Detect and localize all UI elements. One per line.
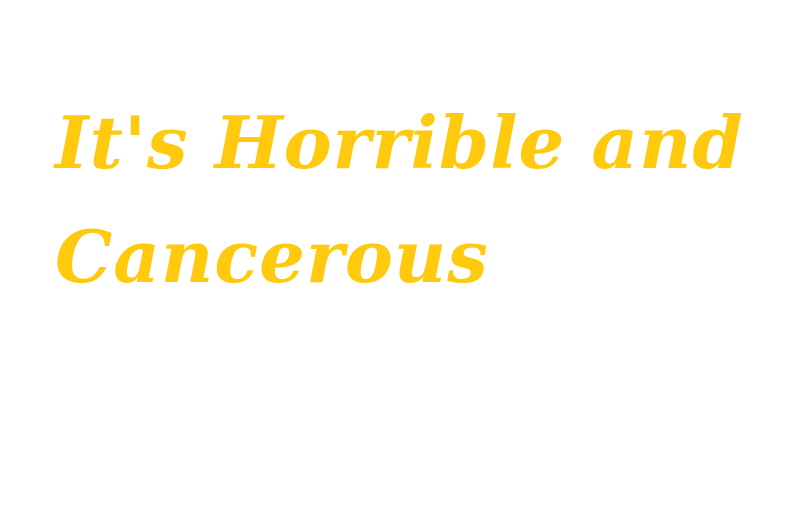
headline-text bbox=[55, 86, 775, 314]
headline-line-1: It's Horrible and bbox=[55, 100, 744, 185]
headline-line-2: Cancerous bbox=[55, 214, 489, 299]
